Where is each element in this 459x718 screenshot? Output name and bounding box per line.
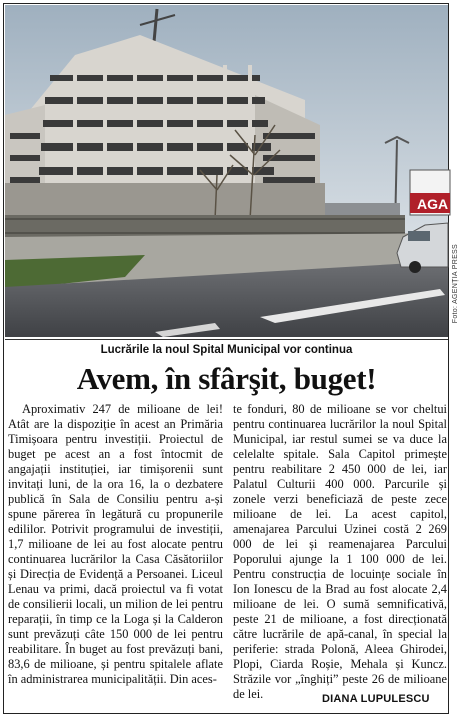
article-byline: DIANA LUPULESCU — [322, 693, 430, 705]
article-photo — [5, 5, 448, 337]
article-column-2 — [233, 402, 447, 702]
divider-line — [5, 339, 448, 340]
article-column-1 — [8, 402, 223, 687]
article-headline: Avem, în sfârşit, buget! — [76, 361, 377, 396]
column-1-text: Aproximativ 247 de milioane de lei! Atât are la dispoziție în acest an Primăria Timișoara pentru investiții. Proiectul de buget pe acest an a fost întocmit de angajații instituției, iar timișorenii sunt invitați luni, de la ora 16, la o dezbatere publică în Sala de Consiliu pentru a-și spune părerea în legătură cu propunerile edililor. Potrivit programului de investiții, 1,7 milioane de lei au fost alocate pentru continuarea lucrărilor la Casa Căsătoriilor și Direcția de Evidență a Persoanei. Liceul Lenau va primi, dacă proiectul va fi votat de consilierii locali, un milion de lei pentru reparații, în timp ce la Loga și la Calderon sunt prevăzuți câte 150 000 de lei pentru reabilitare. În buget au fost prevăzuți bani, 83,6 de milioane, și pentru spitalele aflate în administrarea municipalității. Din aces- — [8, 402, 223, 686]
hospital-construction-image — [5, 5, 448, 337]
photo-credit: Foto: AGENȚIA PRESS — [452, 244, 459, 324]
column-2-text: te fonduri, 80 de milioane se vor cheltui pentru continuarea lucrărilor la noul Spital Municipal, iar restul sumei se va duce la celelalte spitale. Sala Capitol primește pentru reabilitare 2 450 000 de lei, iar Palatul Culturii 400 000. Parcurile și zonele verzi beneficiază de peste zece milioane de lei. La acest capitol, amenajarea Parcului Uzinei costă 2 269 000 de lei și reamenajarea Parcului Poporului ajunge la 1 100 000 de lei. Pentru construcția de locuințe sociale în Ion Ionescu de la Brad au fost alocate 2,4 milioane de lei. O sumă semnificativă, peste 21 de milioane, a fost direcționată către lucrările de apă-canal, în special la periferie: strada Polonă, Aleea Ghirodei, Plopi, Ciarda Roșie, Mehala și Kuncz. Străzile vor „înghiți” peste 26 de milioane de lei. — [233, 402, 447, 701]
article-kicker: Lucrările la noul Spital Municipal vor continua — [100, 344, 353, 356]
billboard-text: AGA — [417, 196, 449, 212]
